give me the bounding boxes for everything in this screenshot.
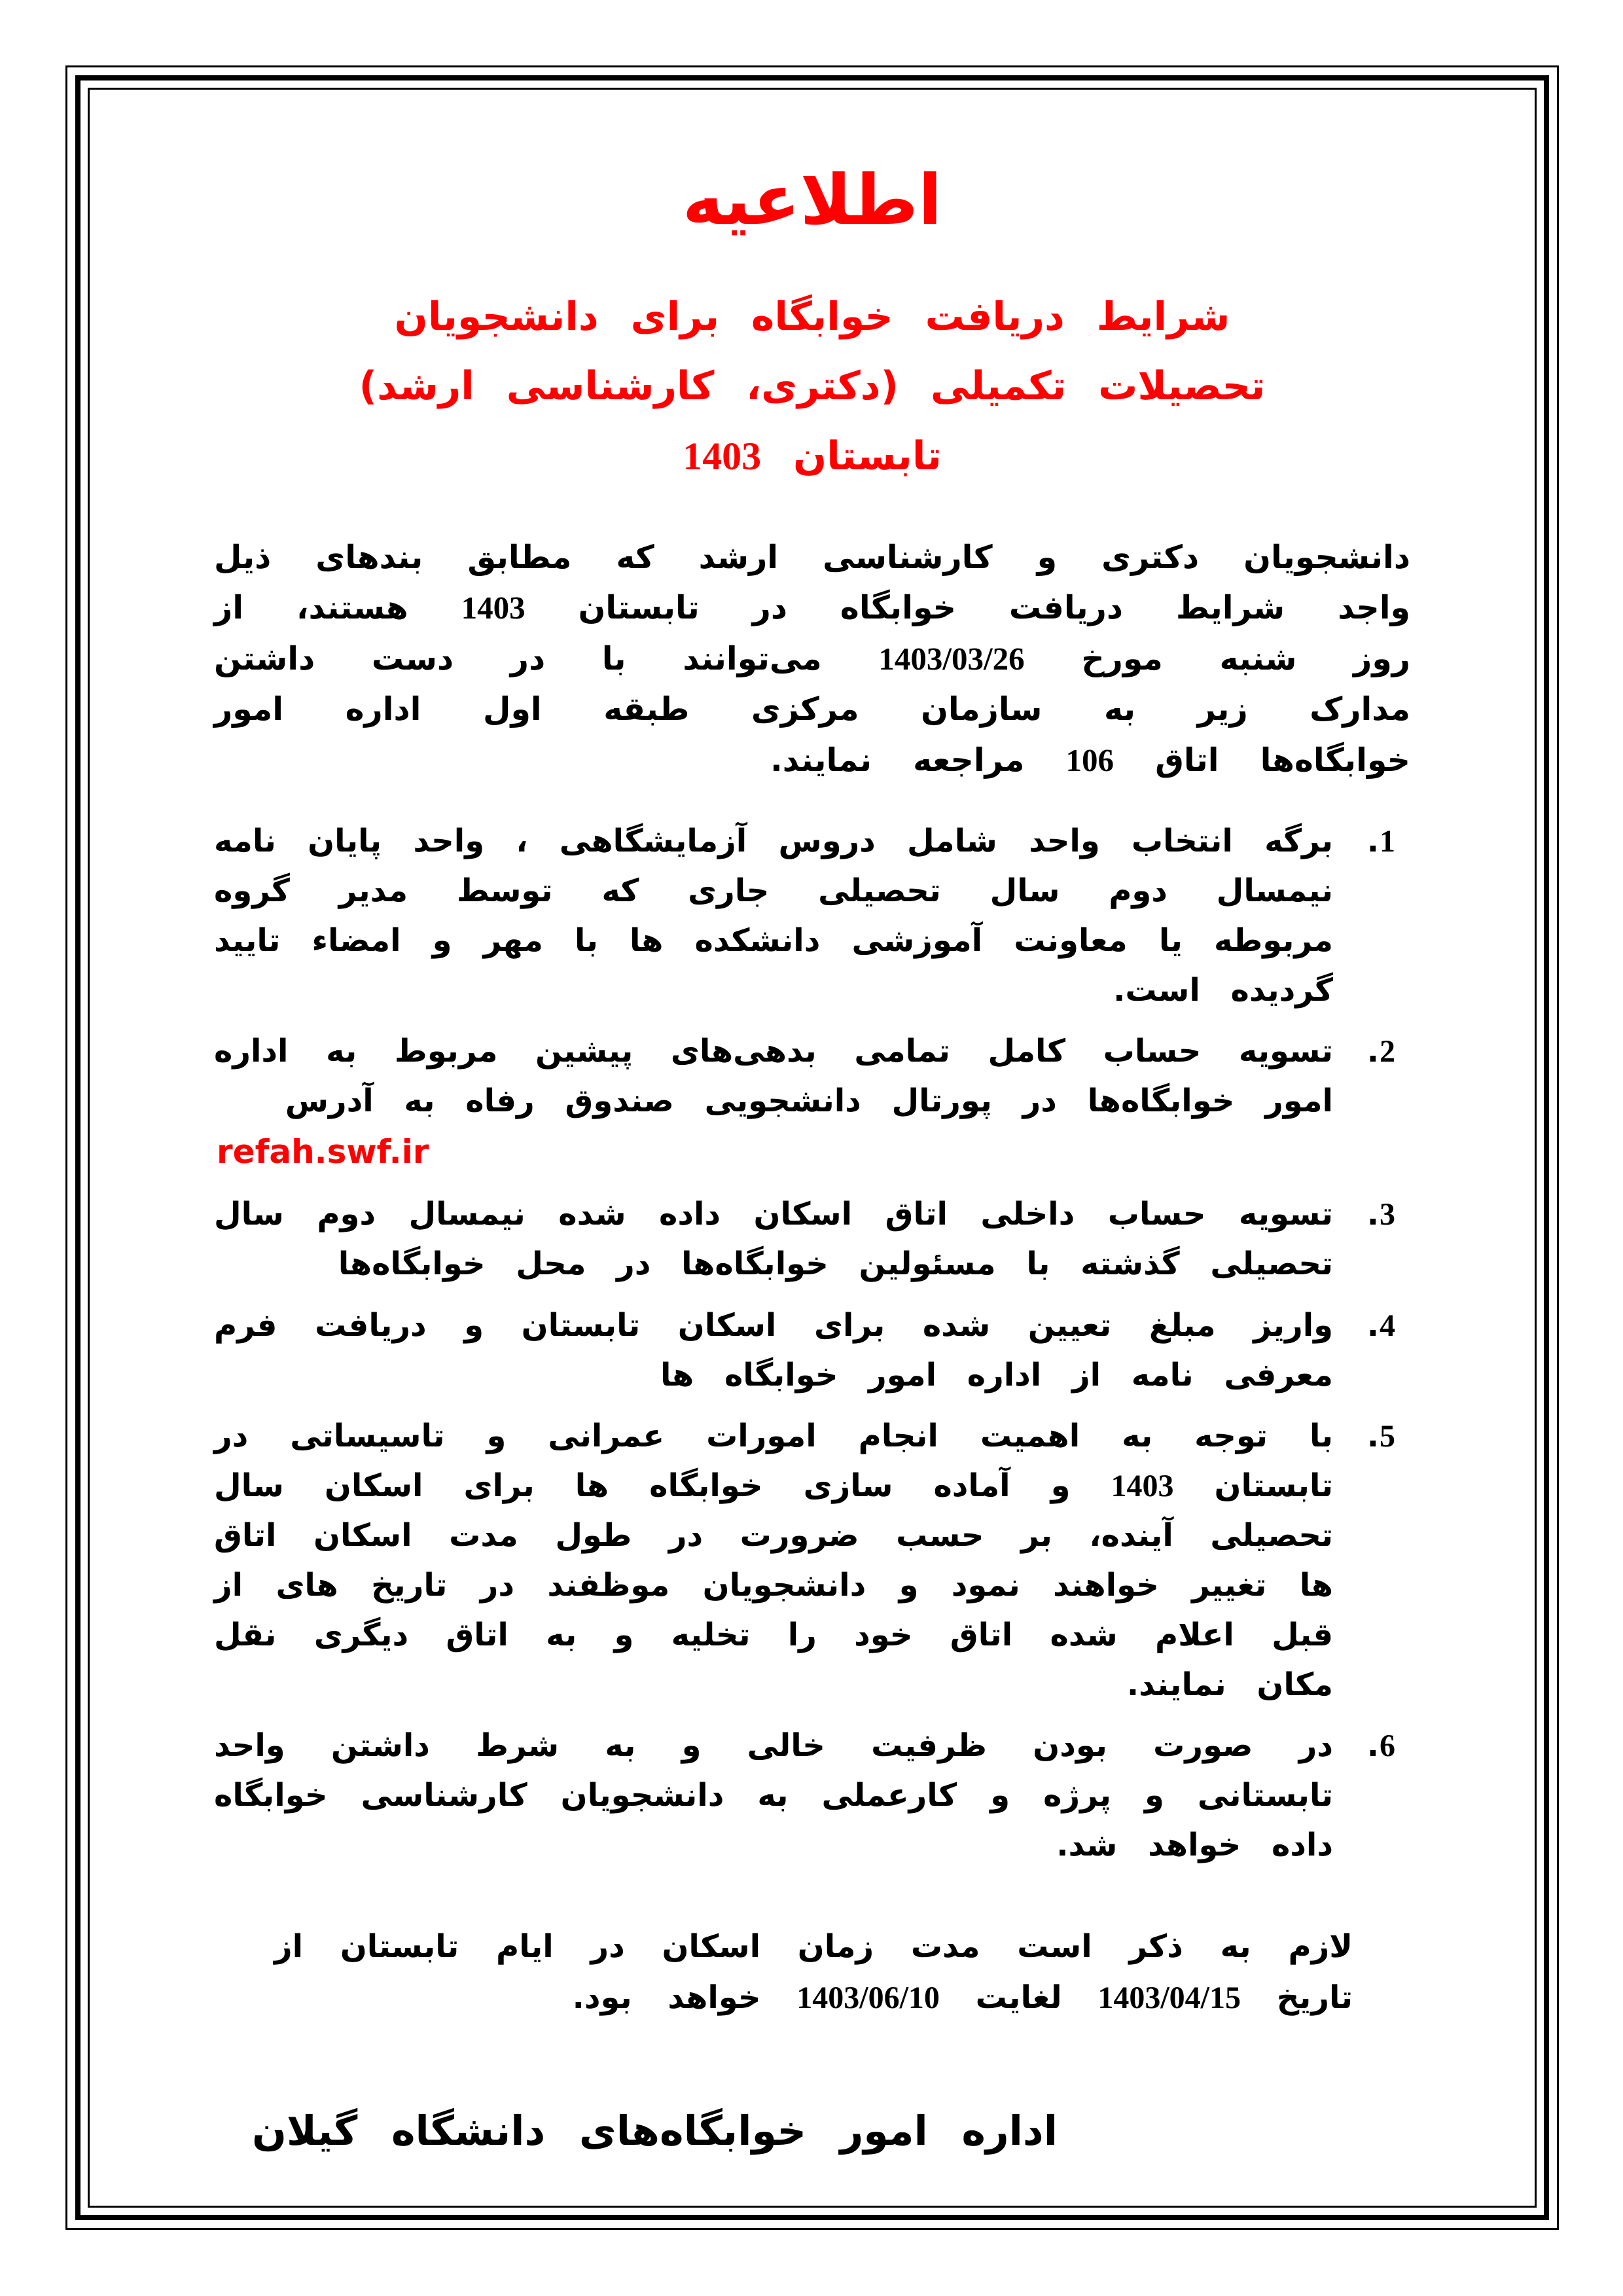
item-2-text: تسویه حساب کامل تمامی بدهی‌های پیشین مربوط به اداره امور خوابگاه‌ها در پورتال دانشجویی صندوق رفاه به آدرس [214,1033,1333,1120]
list-item-1 [214,817,1410,1015]
signature-line: اداره امور خوابگاه‌های دانشگاه گیلان [252,2107,1058,2155]
page-border-inner [88,88,1537,2208]
item-2-number: 2. [1366,1033,1396,1070]
list-item-2 [214,1027,1410,1178]
subtitle-line-3: تابستان 1403 [683,433,942,480]
refah-portal-link[interactable]: refah.swf.ir [217,1133,429,1172]
item-6-text: در صورت بودن ظرفیت خالی و به شرط داشتن واحد تابستانی و پرژه و کارعملی به دانشجویان کارشناسی خوابگاه داده خواهد شد. [214,1727,1333,1864]
list-item-5 [214,1412,1410,1710]
requirements-list [214,817,1410,1871]
item-4-number: 4. [1366,1306,1396,1344]
item-6-number: 6. [1366,1727,1396,1765]
item-5-text: با توجه به اهمیت انجام امورات عمرانی و تاسیساتی در تابستان 1403 و آماده سازی خوابگاه ها برای اسکان سال تحصیلی آینده، بر حسب ضرورت در طول مدت اسکان اتاق ها تغییر خواهند نمود و دانشجویان موظفند در تاریخ های از قبل اعلام شده اتاق خود را تخلیه و به اتاق دیگری نقل مکان نمایند. [214,1418,1333,1703]
item-2-link-line [214,1126,1333,1178]
list-item-4 [214,1301,1410,1401]
item-1-number: 1. [1366,823,1396,860]
item-3-text: تسویه حساب داخلی اتاق اسکان داده شده نیمسال دوم سال تحصیلی گذشته با مسئولین خوابگاه‌ها در محل خوابگاه‌ها [214,1196,1333,1282]
subtitle-line-2: تحصیلات تکمیلی (دکتری، کارشناسی ارشد) [359,363,1266,410]
item-4-text: واریز مبلغ تعیین شده برای اسکان تابستان و دریافت فرم معرفی نامه از اداره امور خوابگاه ها [214,1306,1333,1393]
notice-title: اطلاعیه [682,160,942,240]
page-border-outer [65,65,1559,2230]
item-1-text: برگه انتخاب واحد شامل دروس آزمایشگاهی ، واحد پایان نامه نیمسال دوم سال تحصیلی جاری که توسط مدیر گروه مربوطه یا معاونت آموزشی دانشکده ها با مهر و امضاء تایید گردیده است. [214,823,1333,1009]
list-item-3 [214,1190,1410,1289]
page-border-middle [75,75,1549,2220]
notice-subtitle [214,282,1410,492]
intro-paragraph: دانشجویان دکتری و کارشناسی ارشد که مطابق بندهای ذیل واجد شرایط دریافت خوابگاه در تابستان 1403 هستند، از روز شنبه مورخ 1403/03/26 می‌توانند با در دست داشتن مدارک زیر به سازمان مرکزی طبقه اول اداره امور خوابگاه‌ها اتاق 106 مراجعه نمایند. [214,539,1410,779]
list-item-6 [214,1721,1410,1870]
item-3-number: 3. [1366,1196,1396,1233]
subtitle-line-1: شرایط دریافت خوابگاه برای دانشجویان [394,293,1230,340]
item-5-number: 5. [1366,1418,1396,1455]
note-paragraph: لازم به ذکر است مدت زمان اسکان در ایام تابستان از تاریخ 1403/04/15 لغایت 1403/06/10 خواهد بود. [274,1928,1353,2016]
